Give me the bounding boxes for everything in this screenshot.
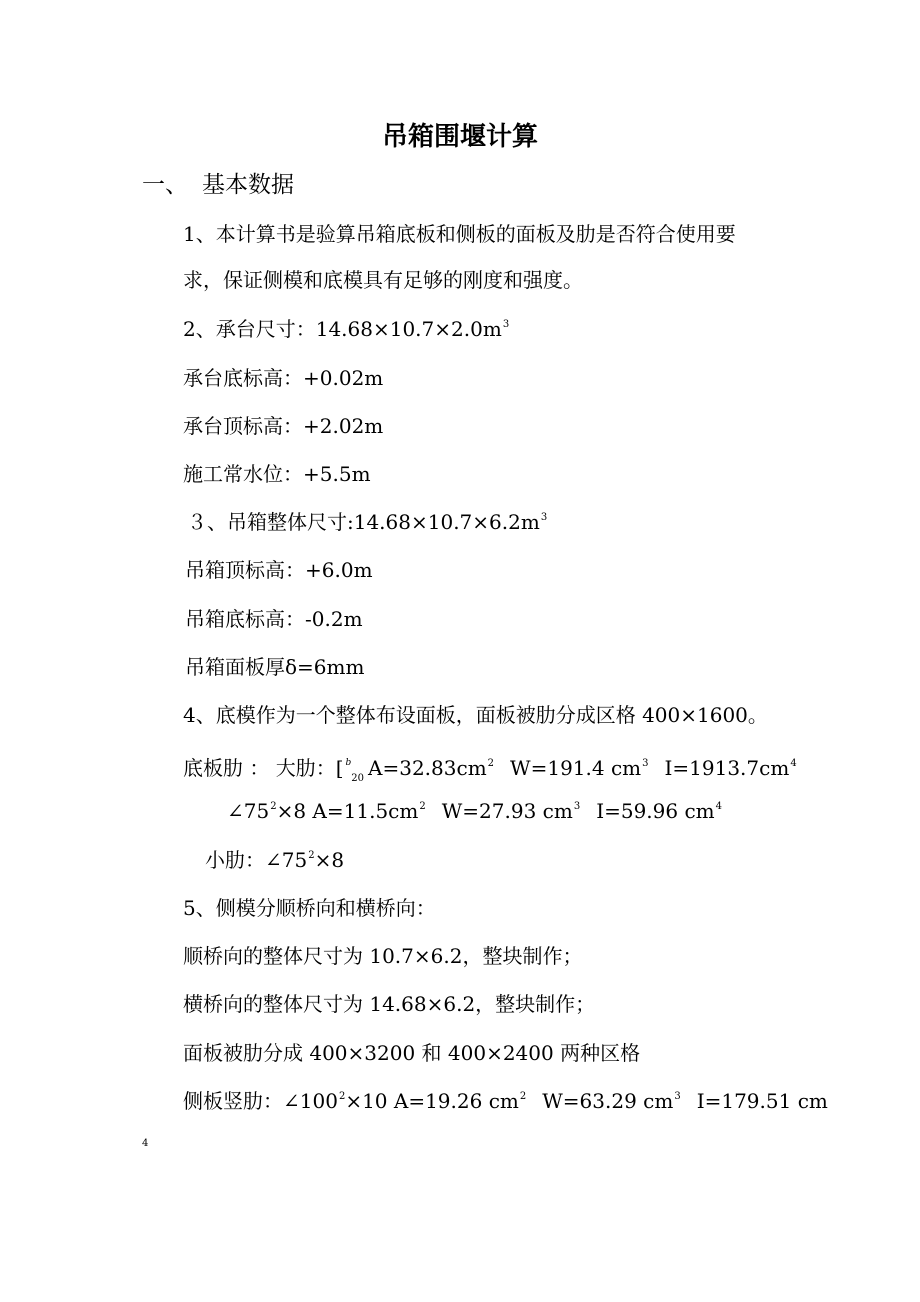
big-rib-area: A=32.83cm [368, 756, 487, 780]
transverse-dimensions: 横桥向的整体尺寸为 14.68×6.2，整块制作； [183, 992, 596, 1016]
big-rib-area-exp: 2 [487, 758, 495, 769]
side-rib-inertia: I=179.51 cm [696, 1089, 828, 1113]
side-panel-grid: 面板被肋分成 400×3200 和 400×2400 两种区格 [183, 1041, 641, 1065]
big-rib-modulus: W=191.4 cm [510, 756, 642, 780]
footnote-number: 4 [142, 1138, 149, 1149]
big-rib-modulus-exp: 3 [642, 758, 649, 769]
bottom-rib-angle [227, 799, 722, 823]
side-rib-exp: 2 [338, 1091, 346, 1102]
bottom-rib-small [205, 848, 344, 872]
angle-inertia: I=59.96 cm [596, 799, 715, 823]
cap-dimensions-exp: 3 [502, 319, 510, 330]
side-rib-modulus: W=63.29 cm [542, 1089, 674, 1113]
angle-exp: 2 [270, 801, 277, 812]
bottom-form-description: 4、底模作为一个整体布设面板，面板被肋分成区格 400×1600。 [183, 703, 768, 727]
section-title: 基本数据 [202, 172, 294, 198]
side-rib-area: ×10 A=19.26 cm [345, 1089, 519, 1113]
cofferdam-bottom-elevation: 吊箱底标高：-0.2m [185, 607, 363, 631]
side-rib-area-exp: 2 [519, 1091, 527, 1102]
section-heading [142, 173, 294, 197]
channel-bracket: [ [335, 756, 344, 780]
cap-dimensions-text: 2、承台尺寸：14.68×10.7×2.0m [183, 317, 502, 341]
channel-sub-20: 20 [351, 773, 365, 784]
section-marker: 一、 [142, 172, 188, 198]
angle-modulus: W=27.93 cm [441, 799, 573, 823]
cap-top-elevation: 承台顶标高：+2.02m [183, 414, 384, 438]
longitudinal-dimensions: 顺桥向的整体尺寸为 10.7×6.2，整块制作； [183, 944, 583, 968]
document-title: 吊箱围堰计算 [381, 122, 538, 152]
angle-label: ∠75 [227, 799, 270, 823]
big-rib-inertia: I=1913.7cm [664, 756, 790, 780]
panel-thickness: 吊箱面板厚δ=6mm [185, 655, 365, 679]
angle-inertia-exp: 4 [715, 801, 722, 812]
cofferdam-dimensions-exp: 3 [540, 512, 548, 523]
channel-sub-b: b [345, 758, 352, 768]
cap-dimensions [183, 317, 509, 341]
angle-area: ×8 A=11.5cm [276, 799, 419, 823]
side-rib-label: 侧板竖肋：∠100 [183, 1089, 338, 1113]
small-rib-exp: 2 [308, 850, 315, 861]
bottom-rib-big [183, 751, 797, 791]
bottom-rib-label: 底板肋 ： 大肋： [183, 756, 336, 780]
paragraph-1-line-2: 求，保证侧模和底模具有足够的刚度和强度。 [183, 268, 583, 292]
side-form-heading: 5、侧模分顺桥向和横桥向： [183, 896, 436, 920]
paragraph-1-line-1: 1、本计算书是验算吊箱底板和侧板的面板及肋是否符合使用要 [183, 222, 736, 246]
small-rib-label: 小肋：∠75 [205, 848, 308, 872]
water-level: 施工常水位：+5.5m [183, 462, 371, 486]
big-rib-inertia-exp: 4 [790, 758, 797, 769]
side-rib-modulus-exp: 3 [674, 1091, 681, 1102]
cofferdam-dimensions-text: ３、吊箱整体尺寸:14.68×10.7×6.2m [187, 510, 540, 534]
small-rib-rest: ×8 [314, 848, 345, 872]
side-vertical-rib [183, 1089, 828, 1113]
angle-modulus-exp: 3 [573, 801, 581, 812]
cap-bottom-elevation: 承台底标高：+0.02m [183, 366, 384, 390]
cofferdam-dimensions [187, 510, 547, 534]
angle-area-exp: 2 [419, 801, 426, 812]
cofferdam-top-elevation: 吊箱顶标高：+6.0m [185, 558, 373, 582]
